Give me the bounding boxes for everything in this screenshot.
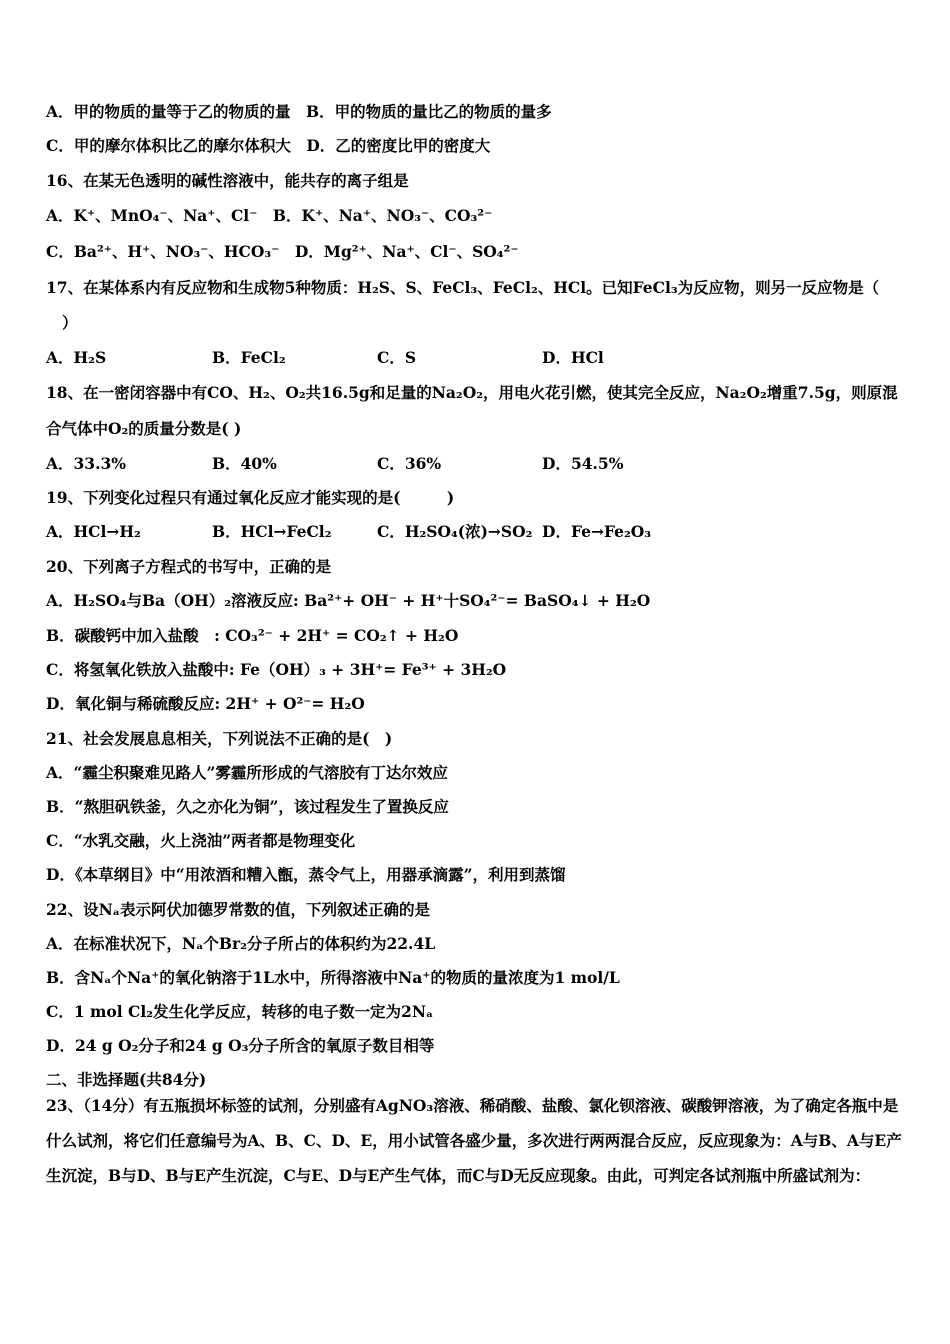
q15-options-cd: C．甲的摩尔体积比乙的摩尔体积大 D．乙的密度比甲的密度大: [46, 136, 491, 155]
q22-option-a: A．在标准状况下，Nₐ个Br₂分子所占的体积约为22.4L: [46, 934, 436, 953]
q21-option-b: B．“熬胆矾铁釜，久之亦化为铜”，该过程发生了置换反应: [46, 797, 449, 816]
q21-option-c: C．“水乳交融，火上浇油”两者都是物理变化: [46, 831, 356, 850]
q19-option-c: C．H₂SO₄(浓)→SO₂: [377, 522, 533, 541]
q18-option-d: D．54.5%: [542, 454, 624, 473]
q16-options-cd: C．Ba²⁺、H⁺、NO₃⁻、HCO₃⁻ D．Mg²⁺、Na⁺、Cl⁻、SO₄²⁻: [46, 242, 519, 261]
q19-option-b: B．HCl→FeCl₂: [212, 522, 332, 541]
q21-option-a: A．“霾尘积聚难见路人”雾霾所形成的气溶胶有丁达尔效应: [46, 763, 448, 782]
q17-stem-line1: 17、在某体系内有反应物和生成物5种物质：H₂S、S、FeCl₃、FeCl₂、HCl。已知FeCl₃为反应物，则另一反应物是（: [46, 278, 880, 297]
q17-option-c: C．S: [377, 348, 417, 367]
q18-option-a: A．33.3%: [46, 454, 127, 473]
q17-option-a: A．H₂S: [46, 348, 107, 367]
q16-options-ab: A．K⁺、MnO₄⁻、Na⁺、Cl⁻ B．K⁺、Na⁺、NO₃⁻、CO₃²⁻: [46, 206, 493, 225]
q21-stem: 21、社会发展息息相关，下列说法不正确的是( ): [46, 729, 393, 748]
q20-option-a: A．H₂SO₄与Ba（OH）₂溶液反应: Ba²⁺+ OH⁻ + H⁺十SO₄²⁻= BaSO₄↓ + H₂O: [46, 591, 651, 610]
q20-option-b: B．碳酸钙中加入盐酸 : CO₃²⁻ + 2H⁺ = CO₂↑ + H₂O: [46, 626, 459, 645]
q19-option-a: A．HCl→H₂: [46, 522, 141, 541]
q20-stem: 20、下列离子方程式的书写中，正确的是: [46, 557, 332, 576]
q20-option-d: D．氧化铜与稀硫酸反应: 2H⁺ + O²⁻= H₂O: [46, 694, 365, 713]
q18-option-b: B．40%: [212, 454, 277, 473]
q22-option-b: B．含Nₐ个Na⁺的氧化钠溶于1L水中，所得溶液中Na⁺的物质的量浓度为1 mol/L: [46, 968, 620, 987]
q15-options-ab: A．甲的物质的量等于乙的物质的量 B．甲的物质的量比乙的物质的量多: [46, 102, 552, 121]
section-heading-nonchoice: 二、非选择题(共84分): [46, 1070, 207, 1089]
q22-option-d: D．24 g O₂分子和24 g O₃分子所含的氧原子数目相等: [46, 1036, 435, 1055]
q22-stem: 22、设Nₐ表示阿伏加德罗常数的值，下列叙述正确的是: [46, 900, 430, 919]
q18-stem-line2: 合气体中O₂的质量分数是( ): [46, 419, 242, 438]
q19-option-d: D．Fe→Fe₂O₃: [542, 522, 652, 541]
q21-option-d: D．《本草纲目》中“用浓酒和糟入甑，蒸令气上，用器承滴露”，利用到蒸馏: [46, 865, 566, 884]
q18-stem-line1: 18、在一密闭容器中有CO、H₂、O₂共16.5g和足量的Na₂O₂，用电火花引燃，使其完全反应，Na₂O₂增重7.5g，则原混: [46, 383, 898, 402]
q17-option-d: D．HCl: [542, 348, 604, 367]
q17-stem-line2: ）: [62, 313, 78, 332]
q20-option-c: C．将氢氧化铁放入盐酸中: Fe（OH）₃ + 3H⁺= Fe³⁺ + 3H₂O: [46, 660, 507, 679]
q18-option-c: C．36%: [377, 454, 442, 473]
q23-text: 23、（14分）有五瓶损坏标签的试剂，分别盛有AgNO₃溶液、稀硝酸、盐酸、氯化钡溶液、碳酸钾溶液，为了确定各瓶中是什么试剂，将它们任意编号为A、B、C、D、E，用小试管各盛少量，多次进行两两混合反应，反应现象为：A与B、A与E产生沉淀，B与D、B与E产生沉淀，C与E、D与E产生气体，而C与D无反应现象。由此，可判定各试剂瓶中所盛试剂为：: [46, 1096, 902, 1185]
q16-stem: 16、在某无色透明的碱性溶液中，能共存的离子组是: [46, 171, 409, 190]
q17-option-b: B．FeCl₂: [212, 348, 286, 367]
q19-stem: 19、下列变化过程只有通过氧化反应才能实现的是( ): [46, 488, 455, 507]
q22-option-c: C．1 mol Cl₂发生化学反应，转移的电子数一定为2Nₐ: [46, 1002, 434, 1021]
